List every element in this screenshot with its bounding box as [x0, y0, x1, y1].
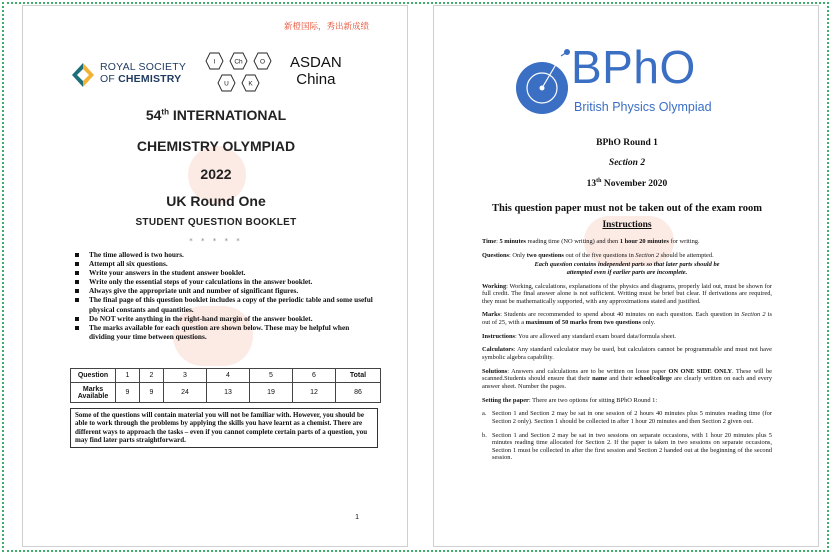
list-item: Attempt all six questions. — [75, 259, 375, 268]
page-number: 1 — [355, 514, 359, 521]
list-item: Do NOT write anything in the right-hand margin of the answer booklet. — [75, 314, 375, 323]
hex-label: Ch — [234, 58, 243, 66]
rsc-line2b: CHEMISTRY — [118, 73, 182, 85]
olympiad-title — [23, 107, 408, 123]
exam-date — [434, 178, 819, 189]
table-cell: 13 — [206, 383, 249, 403]
document-page-right[interactable] — [433, 5, 819, 547]
booklet-title: STUDENT QUESTION BOOKLET — [135, 217, 297, 228]
hex-label: K — [248, 80, 253, 88]
list-item: Always give the appropriate unit and number of significant figures. — [75, 286, 375, 295]
note-box: Some of the questions will contain material you will not be familiar with. However, you should be able to work through the problems by applying the skills you have learnt as a chemist. There are different ways to approach the tasks – even if you cannot complete certain parts of a question, you may find later parts straightforward. — [70, 408, 378, 448]
table-cell: 24 — [163, 383, 206, 403]
table-row — [71, 383, 381, 403]
instructions-heading: Instructions — [602, 220, 652, 230]
marks-header-a: Marks — [82, 385, 104, 393]
solutions-paragraph: Solutions: Answers and calculations are to be written on loose paper ON ONE SIDE ONLY. These will be scanned.Students should ensure that their name and their school/college are clearly written on each and every answer sheet. Number the pages. — [482, 367, 773, 390]
bpho-logo-icon — [509, 48, 579, 118]
rsc-logo — [70, 58, 200, 90]
rsc-emblem-icon — [70, 62, 96, 88]
asdan-china-label — [290, 54, 342, 88]
table-cell: 5 — [249, 369, 292, 383]
title-sup: th — [161, 107, 169, 117]
table-header-cell: Total — [336, 369, 381, 383]
table-header-cell — [71, 383, 116, 403]
document-page-left[interactable] — [22, 5, 408, 547]
table-cell: 3 — [163, 369, 206, 383]
list-item: The marks available for each question are shown below. These may be helpful when dividing your time between questions. — [75, 323, 375, 341]
table-cell: 6 — [292, 369, 335, 383]
instructions-paragraph: Instructions: You are allowed any standard exam board data/formula sheet. — [482, 332, 676, 340]
hex-label: U — [224, 80, 229, 88]
italic-note: Each question contains independent parts so that later parts should be attempted even if earlier parts are incomplete. — [534, 261, 720, 276]
instruction-list — [75, 250, 375, 341]
questions-paragraph: Questions: Only two questions out of the five questions in Section 2 should be attempted. — [482, 251, 714, 259]
title-rest: INTERNATIONAL — [168, 107, 287, 123]
promo-tagline: 新橙国际，秀出新成绩 — [283, 22, 369, 32]
table-cell: 19 — [249, 383, 292, 403]
marks-table — [70, 368, 381, 403]
table-cell: 4 — [206, 369, 249, 383]
date-rest: November 2020 — [601, 179, 668, 190]
round-heading: BPhO Round 1 — [596, 138, 658, 148]
olympiad-year: 2022 — [200, 166, 232, 182]
bpho-subtitle: British Physics Olympiad — [574, 100, 712, 114]
hex-label: I — [213, 58, 216, 66]
rsc-line1: ROYAL SOCIETY — [100, 61, 187, 73]
time-paragraph: Time: 5 minutes reading time (NO writing) and then 1 hour 20 minutes for writing. — [482, 238, 700, 245]
asdan-line2: China — [296, 71, 336, 88]
table-row — [71, 369, 381, 383]
table-cell: 2 — [139, 369, 163, 383]
exam-warning: This question paper must not be taken out of the exam room — [491, 203, 762, 214]
round-title: UK Round One — [166, 193, 266, 209]
date-day: 13 — [586, 179, 597, 190]
bpho-wordmark: BPhO — [571, 41, 696, 93]
marks-paragraph: Marks: Students are recommended to spend about 40 minutes on each question. Each question in Section 2 is out of 25, with a maximum of 50 marks from two questions only. — [482, 311, 772, 327]
title-number: 54 — [145, 107, 162, 123]
icho-hexagon-logo — [199, 48, 279, 100]
list-item: The time allowed is two hours. — [75, 250, 375, 259]
setting-paragraph: Setting the paper: There are two options for sitting BPhO Round 1: — [482, 396, 658, 404]
list-item: The final page of this question booklet includes a copy of the periodic table and some useful physical constants and quantities. — [75, 295, 375, 313]
calculators-paragraph: Calculators: Any standard calculator may be used, but calculators cannot be programmable and must not have symbolic algebra capability. — [482, 346, 772, 361]
olympiad-title-line2: CHEMISTRY OLYMPIAD — [136, 138, 296, 154]
asdan-line1: ASDAN — [290, 54, 342, 71]
table-cell: 1 — [116, 369, 140, 383]
table-cell: 12 — [292, 383, 335, 403]
separator-stars: * * * * * — [189, 237, 243, 245]
table-cell: 86 — [336, 383, 381, 403]
option-a: a. Section 1 and Section 2 may be sat in one session of 2 hours 40 minutes plus 5 minutes reading time (for Section 2 only). Section 1 should be collected in after 1 hour 20 minutes and then Section 2 given out. — [482, 410, 772, 425]
section-heading: Section 2 — [608, 158, 646, 168]
rsc-line2a: OF — [100, 73, 119, 85]
option-b: b. Section 1 and Section 2 may be sat in two sessions on separate occasions, with 1 hour 20 minutes plus 5 minutes reading time allocated for Section 2. If the paper is taken in two sessions on separate occasions, Section 1 must be collected in after the first session and Section 2 handed out at the beginning of the second session. — [482, 431, 772, 462]
table-cell: 9 — [116, 383, 140, 403]
list-item: Write only the essential steps of your calculations in the answer booklet. — [75, 277, 375, 286]
hex-label: O — [259, 58, 266, 66]
marks-header-b: Available — [77, 392, 109, 400]
table-header-cell: Question — [71, 369, 116, 383]
table-cell: 9 — [139, 383, 163, 403]
working-paragraph: Working: Working, calculations, explanations of the physics and diagrams, properly laid out, must be shown for full credit. The final answer alone is not sufficient. Writing must be brief but clear. If derivations are required, they must be mathematically supported, with any approximations stated and justified. — [482, 282, 772, 305]
rsc-wordmark — [100, 61, 186, 85]
date-sup: th — [596, 178, 602, 184]
list-item: Write your answers in the student answer booklet. — [75, 268, 375, 277]
instructions-body — [482, 238, 772, 468]
